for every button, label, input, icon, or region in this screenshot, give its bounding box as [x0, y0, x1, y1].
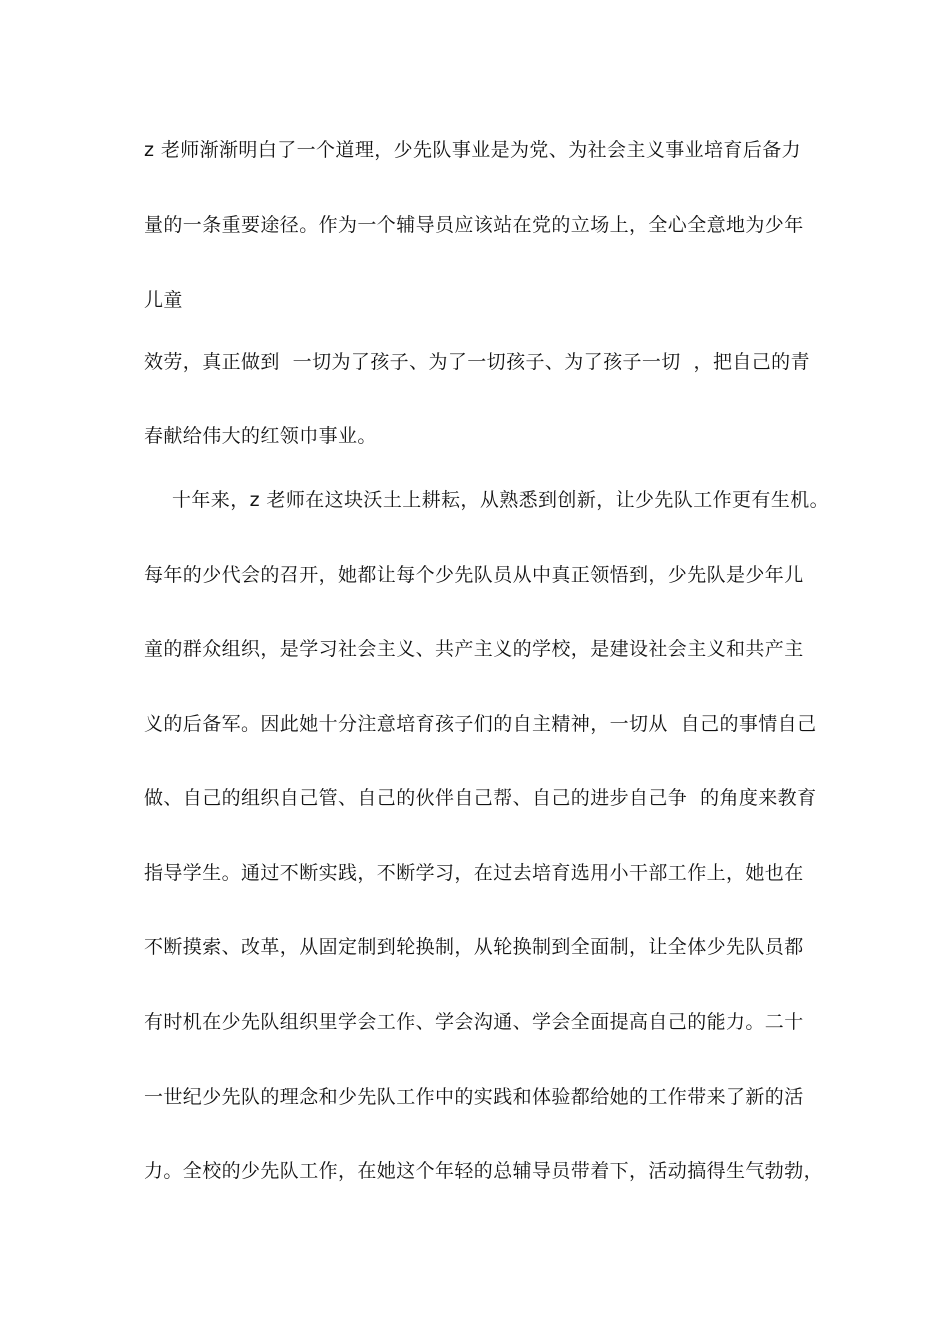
- text-line: 不断摸索、改革，从固定制到轮换制，从轮换制到全面制，让全体少先队员都: [144, 936, 804, 958]
- text-line: 十年来，z 老师在这块沃土上耕耘，从熟悉到创新，让少先队工作更有生机。: [172, 489, 830, 511]
- text-line: 春献给伟大的红领巾事业。: [144, 425, 377, 447]
- text-line: z 老师渐渐明白了一个道理，少先队事业是为党、为社会主义事业培育后备力: [144, 139, 802, 161]
- text-line: 力。全校的少先队工作，在她这个年轻的总辅导员带着下，活动搞得生气勃勃，: [144, 1160, 824, 1182]
- text-line: 儿童: [144, 289, 183, 311]
- text-line: 义的后备军。因此她十分注意培育孩子们的自主精神，一切从 自己的事情自己: [144, 713, 817, 735]
- text-line: 每年的少代会的召开，她都让每个少先队员从中真正领悟到，少先队是少年儿: [144, 564, 804, 586]
- text-line: 童的群众组织，是学习社会主义、共产主义的学校，是建设社会主义和共产主: [144, 638, 804, 660]
- text-line: 量的一条重要途径。作为一个辅导员应该站在党的立场上，全心全意地为少年: [144, 214, 804, 236]
- text-line: 一世纪少先队的理念和少先队工作中的实践和体验都给她的工作带来了新的活: [144, 1086, 804, 1108]
- text-line: 效劳，真正做到 一切为了孩子、为了一切孩子、为了孩子一切 ，把自己的青: [144, 351, 810, 373]
- text-line: 有时机在少先队组织里学会工作、学会沟通、学会全面提高自己的能力。二十: [144, 1011, 804, 1033]
- text-line: 指导学生。通过不断实践，不断学习，在过去培育选用小干部工作上，她也在: [144, 862, 804, 884]
- text-line: 做、自己的组织自己管、自己的伙伴自己帮、自己的进步自己争 的角度来教育: [144, 787, 817, 809]
